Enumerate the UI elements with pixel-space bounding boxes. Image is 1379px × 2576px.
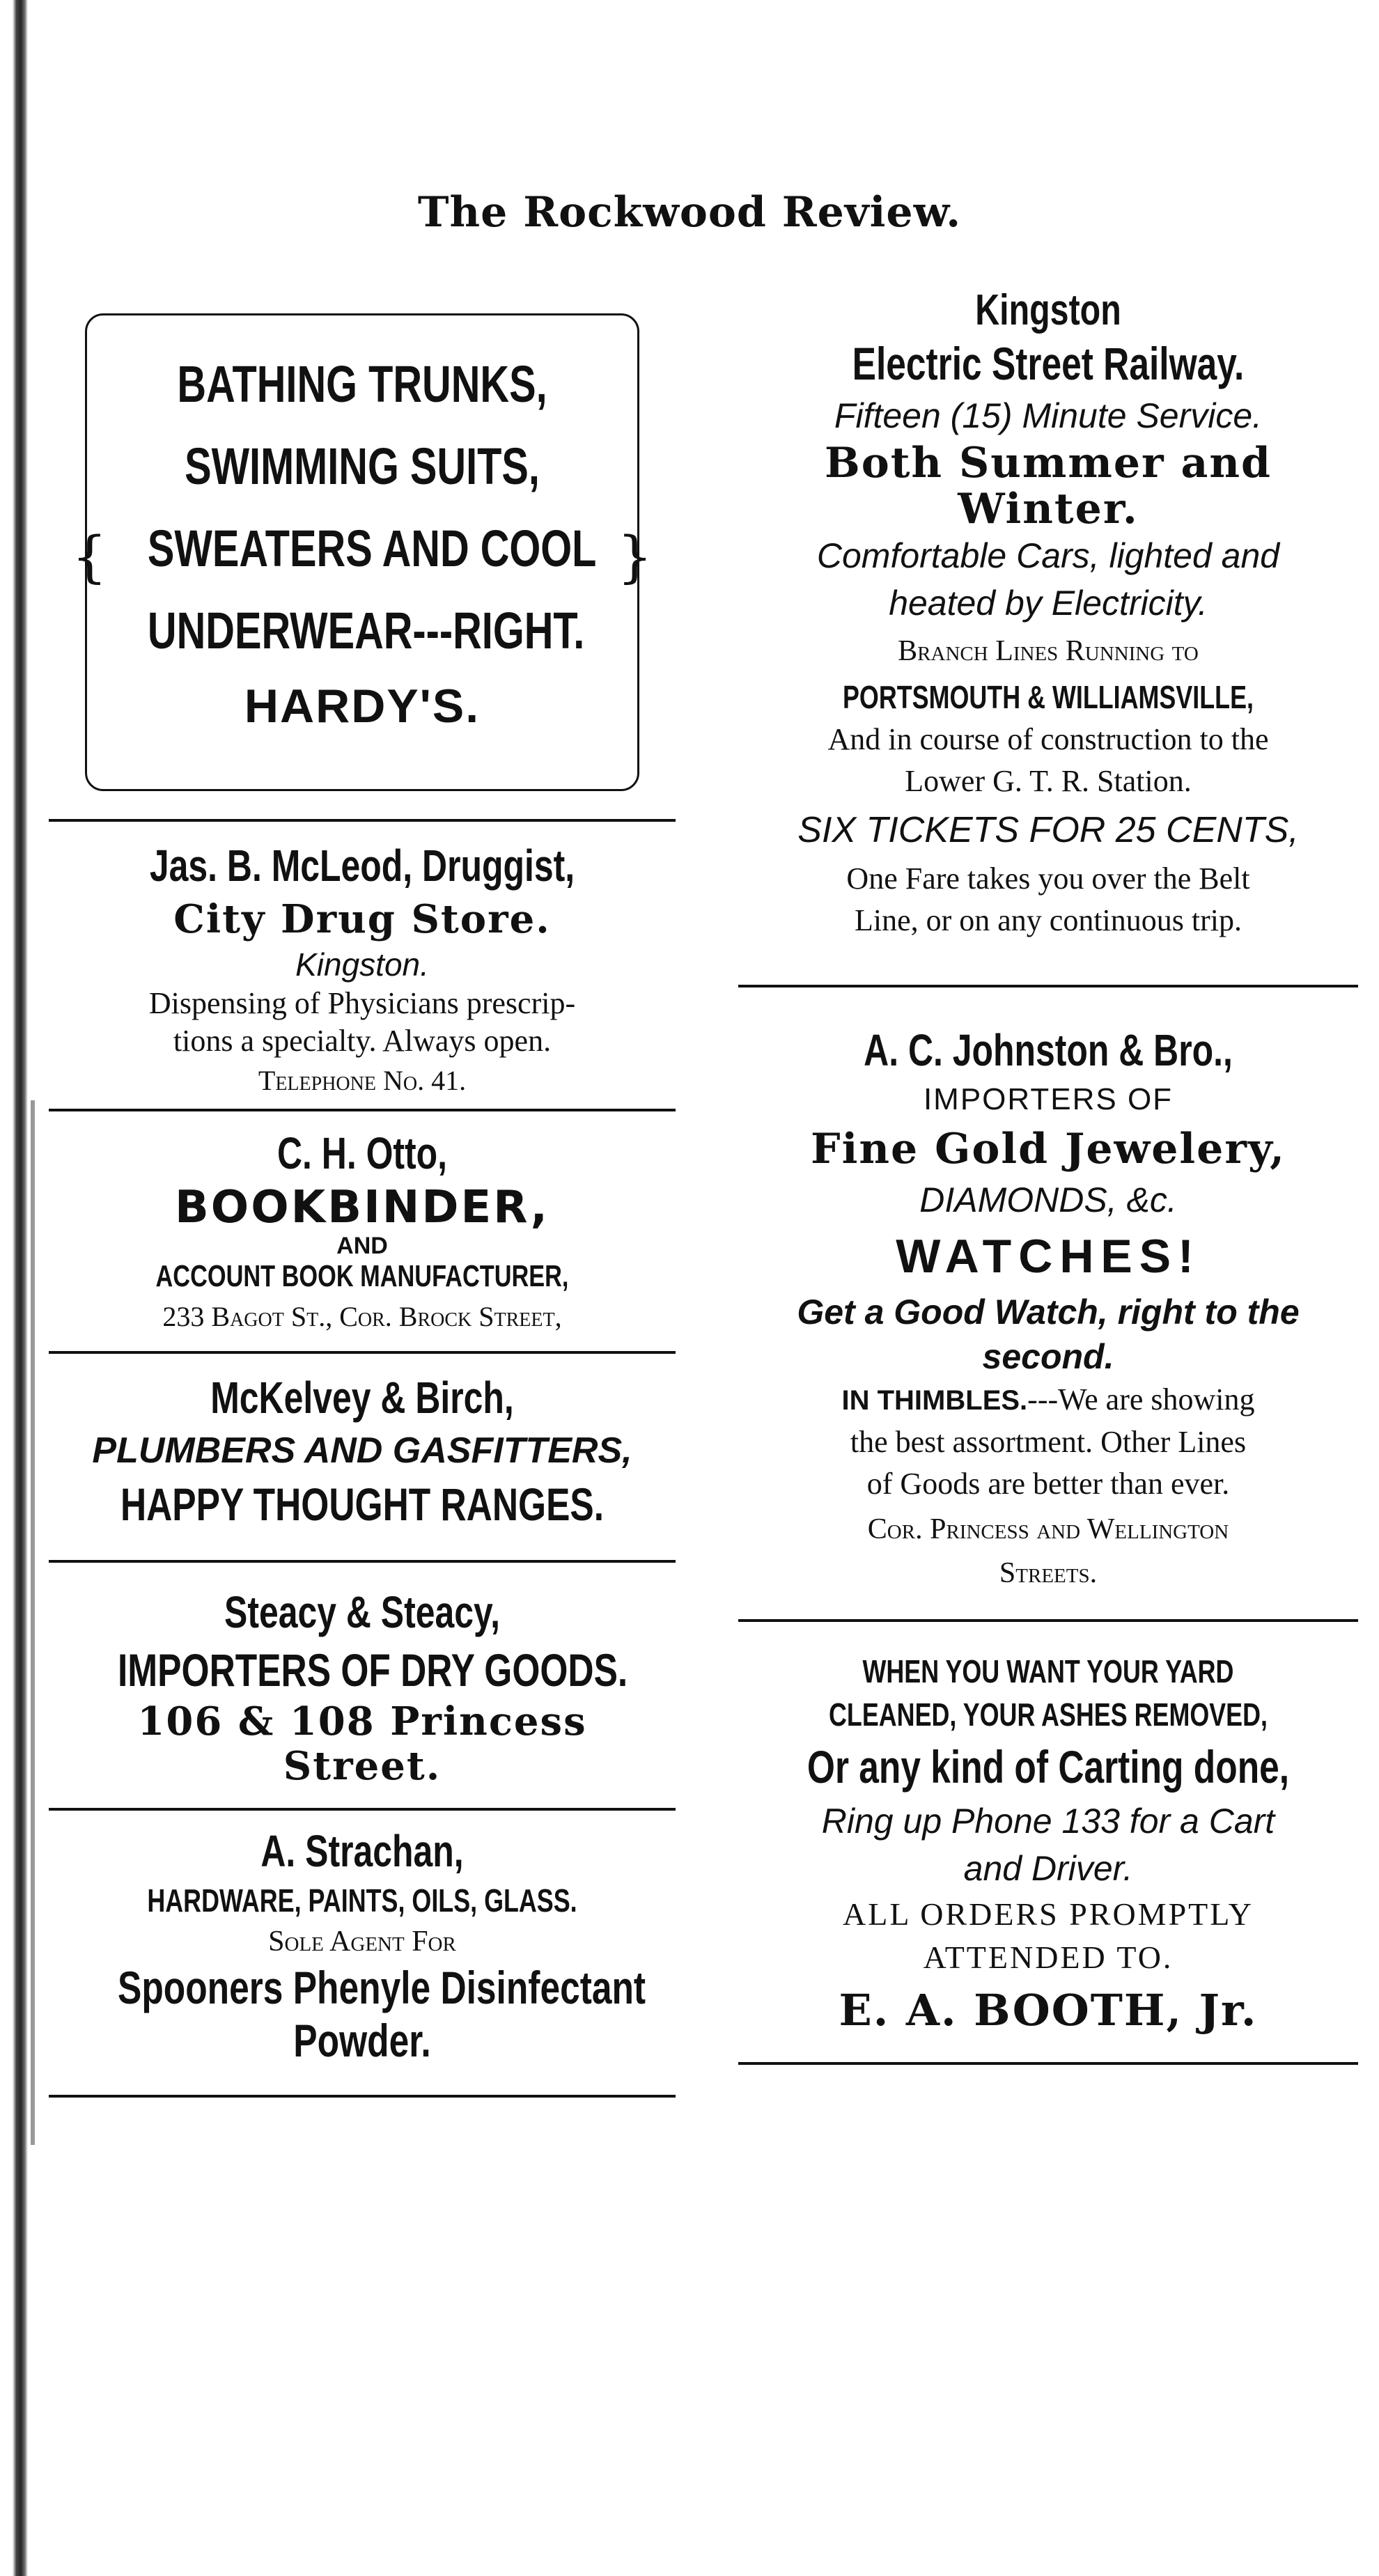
johnston-importers: IMPORTERS OF — [923, 1082, 1174, 1116]
hardy-ad-frame — [72, 313, 653, 791]
otto-trade: BOOKBINDER, — [175, 1182, 550, 1233]
mcleod-city: Kingston. — [295, 946, 429, 983]
steacy-address: Street. — [283, 1743, 442, 1789]
mckelvey-name: McKelvey & Birch, — [210, 1373, 514, 1423]
strachan-product: Spooners Phenyle Disinfectant — [118, 1962, 646, 2013]
railway-fare: Line, or on any continuous trip. — [854, 903, 1242, 937]
railway-cars: heated by Electricity. — [889, 584, 1208, 623]
mckelvey-trade: PLUMBERS AND GASFITTERS, — [92, 1430, 632, 1471]
left-column — [49, 286, 676, 2098]
johnston-watches: WATCHES! — [896, 1230, 1201, 1283]
mckelvey-tagline: HAPPY THOUGHT RANGES. — [120, 1478, 605, 1530]
mcleod-desc: tions a specialty. Always open. — [173, 1024, 552, 1058]
hardy-ad — [49, 313, 676, 791]
booth-phone: Ring up Phone 133 for a Cart — [821, 1802, 1275, 1841]
booth-phone: and Driver. — [963, 1849, 1133, 1888]
strachan-name: A. Strachan, — [260, 1826, 464, 1876]
booth-carting: Or any kind of Carting done, — [807, 1741, 1290, 1793]
johnston-corner: Cor. Princess and Wellington — [867, 1513, 1229, 1545]
strachan-ad — [49, 1811, 676, 2067]
mcleod-desc: Dispensing of Physicians prescrip- — [148, 986, 576, 1020]
johnston-thimbles-text: the best assortment. Other Lines — [850, 1425, 1247, 1459]
ad-divider — [49, 2095, 676, 2098]
strachan-product: Powder. — [293, 2015, 431, 2066]
johnston-diamonds: DIAMONDS, &c. — [919, 1180, 1177, 1219]
railway-title: Kingston — [975, 286, 1121, 334]
johnston-thimbles — [738, 1379, 1358, 1421]
hardy-line: SWEATERS AND COOL — [147, 520, 597, 577]
booth-line: WHEN YOU WANT YOUR YARD — [862, 1653, 1234, 1689]
mckelvey-ad — [49, 1354, 676, 1533]
otto-address: 233 Bagot St., Cor. Brock Street, — [162, 1301, 562, 1332]
johnston-thimbles-text: of Goods are better than ever. — [866, 1467, 1230, 1501]
railway-construction: And in course of construction to the — [827, 722, 1269, 756]
steacy-address: 106 & 108 Princess — [137, 1699, 587, 1744]
steacy-trade: IMPORTERS OF DRY GOODS. — [118, 1644, 628, 1696]
page-binding-shadow — [31, 1100, 35, 2145]
railway-season: Both Summer and — [824, 439, 1272, 487]
mcleod-ad — [49, 822, 676, 1102]
railway-season: Winter. — [958, 485, 1139, 533]
hardy-line: BATHING TRUNKS, — [177, 355, 547, 413]
hardy-line: UNDERWEAR---RIGHT. — [147, 602, 585, 659]
johnston-corner: Streets. — [999, 1557, 1098, 1589]
hardy-name: HARDY'S. — [244, 680, 481, 733]
mcleod-phone: Telephone No. 41. — [258, 1065, 467, 1096]
hardy-line: SWIMMING SUITS, — [185, 437, 540, 495]
ad-divider — [738, 2062, 1358, 2065]
otto-name: C. H. Otto, — [276, 1128, 448, 1178]
right-brace-ornament: } — [617, 524, 653, 589]
railway-cars: Comfortable Cars, lighted and — [816, 536, 1280, 575]
steacy-name: Steacy & Steacy, — [224, 1587, 500, 1637]
page-binding-edge — [13, 0, 28, 2576]
johnston-watch-line: second. — [982, 1337, 1114, 1376]
railway-fare: One Fare takes you over the Belt — [846, 861, 1250, 896]
page-title: The Rockwood Review. — [417, 188, 962, 237]
booth-ad — [738, 1622, 1358, 2043]
otto-ad — [49, 1111, 676, 1338]
mcleod-store: City Drug Store. — [173, 896, 551, 942]
johnston-name: A. C. Johnston & Bro., — [864, 1025, 1233, 1075]
johnston-jewelry: Fine Gold Jewelery, — [811, 1125, 1286, 1173]
railway-branch: Branch Lines Running to — [898, 635, 1199, 667]
railway-places: PORTSMOUTH & WILLIAMSVILLE, — [843, 679, 1254, 715]
left-brace-ornament: { — [72, 524, 107, 589]
strachan-trade: HARDWARE, PAINTS, OILS, GLASS. — [147, 1882, 577, 1919]
otto-and: AND — [336, 1233, 388, 1259]
railway-ad — [738, 286, 1358, 942]
strachan-agent: Sole Agent For — [268, 1926, 456, 1958]
booth-line: CLEANED, YOUR ASHES REMOVED, — [829, 1696, 1268, 1733]
railway-construction: Lower G. T. R. Station. — [905, 764, 1192, 798]
steacy-ad — [49, 1563, 676, 1788]
railway-service: Fifteen (15) Minute Service. — [834, 396, 1263, 435]
johnston-ad — [738, 988, 1358, 1593]
railway-tickets: SIX TICKETS FOR 25 CENTS, — [797, 810, 1299, 850]
booth-name: E. A. BOOTH, Jr. — [839, 1985, 1258, 2036]
johnston-thimbles-lead: IN THIMBLES. — [841, 1385, 1028, 1416]
otto-trade2: ACCOUNT BOOK MANUFACTURER, — [155, 1259, 569, 1293]
railway-title: Electric Street Railway. — [852, 338, 1245, 389]
johnston-watch-line: Get a Good Watch, right to the — [797, 1293, 1300, 1332]
right-column — [738, 286, 1358, 2065]
booth-orders: ATTENDED TO. — [923, 1939, 1174, 1975]
mcleod-name: Jas. B. McLeod, Druggist, — [149, 841, 575, 891]
booth-orders: ALL ORDERS PROMPTLY — [843, 1896, 1254, 1932]
johnston-thimbles-text: ---We are showing — [1027, 1382, 1255, 1416]
